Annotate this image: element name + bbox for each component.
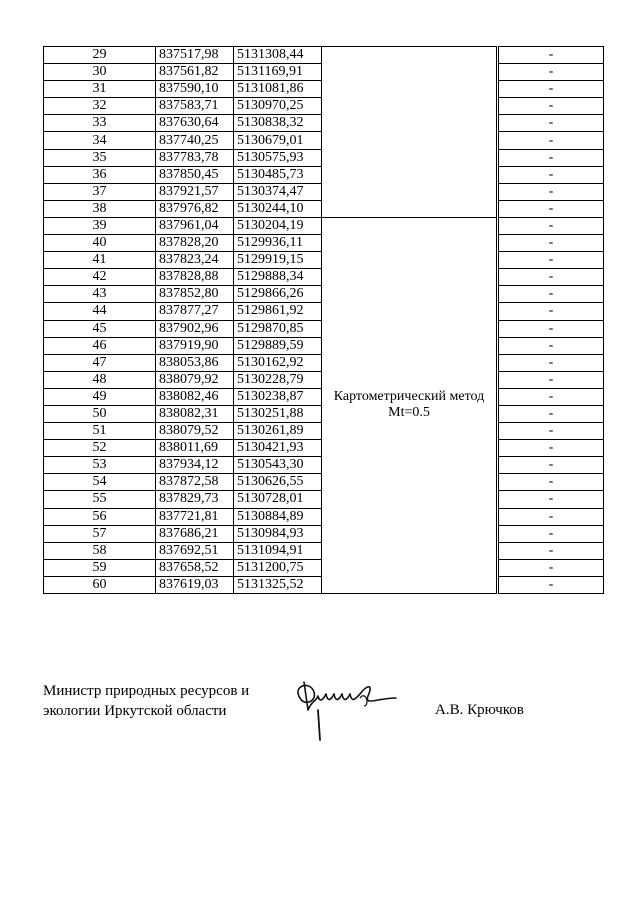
coordinates-table-body — [44, 47, 604, 594]
signatory-position — [43, 681, 249, 721]
signatory-position-line1: Министр природных ресурсов и — [43, 683, 250, 699]
note-cell: - — [499, 508, 604, 525]
note-cell: - — [499, 405, 604, 422]
point-number-cell: 40 — [44, 235, 156, 252]
x-coordinate-cell: 837919,90 — [156, 337, 234, 354]
y-coordinate-cell: 5130251,88 — [234, 405, 322, 422]
point-number-cell: 32 — [44, 98, 156, 115]
method-name: Картометрический метод — [333, 388, 485, 404]
x-coordinate-cell: 837828,20 — [156, 235, 234, 252]
table-row — [44, 47, 604, 64]
method-accuracy: Mt=0.5 — [388, 405, 430, 421]
point-number-cell: 37 — [44, 183, 156, 200]
note-cell: - — [499, 576, 604, 593]
point-number-cell: 44 — [44, 303, 156, 320]
y-coordinate-cell: 5130626,55 — [234, 474, 322, 491]
note-cell: - — [499, 200, 604, 217]
note-cell: - — [499, 354, 604, 371]
note-cell: - — [499, 371, 604, 388]
y-coordinate-cell: 5131200,75 — [234, 559, 322, 576]
x-coordinate-cell: 837921,57 — [156, 183, 234, 200]
x-coordinate-cell: 837829,73 — [156, 491, 234, 508]
y-coordinate-cell: 5131094,91 — [234, 542, 322, 559]
point-number-cell: 53 — [44, 457, 156, 474]
x-coordinate-cell: 838079,52 — [156, 423, 234, 440]
y-coordinate-cell: 5129866,26 — [234, 286, 322, 303]
y-coordinate-cell: 5130884,89 — [234, 508, 322, 525]
point-number-cell: 55 — [44, 491, 156, 508]
y-coordinate-cell: 5130261,89 — [234, 423, 322, 440]
signatory-name: А.В. Крючков — [435, 702, 524, 718]
note-cell: - — [499, 440, 604, 457]
point-number-cell: 36 — [44, 166, 156, 183]
x-coordinate-cell: 838053,86 — [156, 354, 234, 371]
y-coordinate-cell: 5130838,32 — [234, 115, 322, 132]
y-coordinate-cell: 5131325,52 — [234, 576, 322, 593]
x-coordinate-cell: 837902,96 — [156, 320, 234, 337]
y-coordinate-cell: 5130679,01 — [234, 132, 322, 149]
y-coordinate-cell: 5131169,91 — [234, 64, 322, 81]
note-cell: - — [499, 474, 604, 491]
point-number-cell: 47 — [44, 354, 156, 371]
point-number-cell: 39 — [44, 217, 156, 234]
x-coordinate-cell: 837619,03 — [156, 576, 234, 593]
y-coordinate-cell: 5130421,93 — [234, 440, 322, 457]
note-cell: - — [499, 98, 604, 115]
point-number-cell: 60 — [44, 576, 156, 593]
point-number-cell: 29 — [44, 47, 156, 64]
point-number-cell: 34 — [44, 132, 156, 149]
y-coordinate-cell: 5129936,11 — [234, 235, 322, 252]
handwritten-signature — [286, 676, 406, 746]
note-cell: - — [499, 542, 604, 559]
x-coordinate-cell: 837630,64 — [156, 115, 234, 132]
note-cell: - — [499, 525, 604, 542]
point-number-cell: 43 — [44, 286, 156, 303]
note-cell: - — [499, 149, 604, 166]
x-coordinate-cell: 838082,31 — [156, 405, 234, 422]
y-coordinate-cell: 5130575,93 — [234, 149, 322, 166]
x-coordinate-cell: 837823,24 — [156, 252, 234, 269]
note-cell: - — [499, 457, 604, 474]
x-coordinate-cell: 837828,88 — [156, 269, 234, 286]
note-cell: - — [499, 320, 604, 337]
x-coordinate-cell: 837583,71 — [156, 98, 234, 115]
x-coordinate-cell: 837852,80 — [156, 286, 234, 303]
point-number-cell: 49 — [44, 388, 156, 405]
note-cell: - — [499, 166, 604, 183]
note-cell: - — [499, 491, 604, 508]
x-coordinate-cell: 838082,46 — [156, 388, 234, 405]
x-coordinate-cell: 837877,27 — [156, 303, 234, 320]
y-coordinate-cell: 5129870,85 — [234, 320, 322, 337]
note-cell: - — [499, 132, 604, 149]
note-cell: - — [499, 217, 604, 234]
x-coordinate-cell: 837740,25 — [156, 132, 234, 149]
point-number-cell: 54 — [44, 474, 156, 491]
note-cell: - — [499, 81, 604, 98]
x-coordinate-cell: 837517,98 — [156, 47, 234, 64]
y-coordinate-cell: 5129888,34 — [234, 269, 322, 286]
point-number-cell: 46 — [44, 337, 156, 354]
point-number-cell: 38 — [44, 200, 156, 217]
point-number-cell: 33 — [44, 115, 156, 132]
x-coordinate-cell: 838079,92 — [156, 371, 234, 388]
x-coordinate-cell: 837850,45 — [156, 166, 234, 183]
note-cell: - — [499, 303, 604, 320]
signatory-position-line2: экологии Иркутской области — [43, 703, 227, 719]
point-number-cell: 56 — [44, 508, 156, 525]
x-coordinate-cell: 837783,78 — [156, 149, 234, 166]
note-cell: - — [499, 559, 604, 576]
point-number-cell: 41 — [44, 252, 156, 269]
y-coordinate-cell: 5130374,47 — [234, 183, 322, 200]
x-coordinate-cell: 837686,21 — [156, 525, 234, 542]
point-number-cell: 42 — [44, 269, 156, 286]
coordinates-table — [43, 46, 604, 594]
y-coordinate-cell: 5130543,30 — [234, 457, 322, 474]
note-cell: - — [499, 423, 604, 440]
note-cell: - — [499, 183, 604, 200]
note-cell: - — [499, 286, 604, 303]
point-number-cell: 52 — [44, 440, 156, 457]
note-cell: - — [499, 47, 604, 64]
note-cell: - — [499, 269, 604, 286]
x-coordinate-cell: 837561,82 — [156, 64, 234, 81]
method-cell-empty — [322, 47, 497, 218]
y-coordinate-cell: 5129861,92 — [234, 303, 322, 320]
x-coordinate-cell: 837590,10 — [156, 81, 234, 98]
x-coordinate-cell: 837721,81 — [156, 508, 234, 525]
point-number-cell: 30 — [44, 64, 156, 81]
x-coordinate-cell: 838011,69 — [156, 440, 234, 457]
point-number-cell: 51 — [44, 423, 156, 440]
method-cell — [322, 217, 497, 593]
y-coordinate-cell: 5130984,93 — [234, 525, 322, 542]
y-coordinate-cell: 5131308,44 — [234, 47, 322, 64]
point-number-cell: 31 — [44, 81, 156, 98]
x-coordinate-cell: 837692,51 — [156, 542, 234, 559]
y-coordinate-cell: 5131081,86 — [234, 81, 322, 98]
y-coordinate-cell: 5130162,92 — [234, 354, 322, 371]
y-coordinate-cell: 5129919,15 — [234, 252, 322, 269]
note-cell: - — [499, 64, 604, 81]
table-row — [44, 217, 604, 234]
point-number-cell: 45 — [44, 320, 156, 337]
note-cell: - — [499, 388, 604, 405]
y-coordinate-cell: 5130970,25 — [234, 98, 322, 115]
note-cell: - — [499, 252, 604, 269]
note-cell: - — [499, 115, 604, 132]
y-coordinate-cell: 5130485,73 — [234, 166, 322, 183]
point-number-cell: 35 — [44, 149, 156, 166]
note-cell: - — [499, 337, 604, 354]
x-coordinate-cell: 837658,52 — [156, 559, 234, 576]
y-coordinate-cell: 5130238,87 — [234, 388, 322, 405]
y-coordinate-cell: 5130728,01 — [234, 491, 322, 508]
point-number-cell: 48 — [44, 371, 156, 388]
y-coordinate-cell: 5129889,59 — [234, 337, 322, 354]
point-number-cell: 58 — [44, 542, 156, 559]
y-coordinate-cell: 5130228,79 — [234, 371, 322, 388]
x-coordinate-cell: 837934,12 — [156, 457, 234, 474]
point-number-cell: 50 — [44, 405, 156, 422]
x-coordinate-cell: 837872,58 — [156, 474, 234, 491]
x-coordinate-cell: 837961,04 — [156, 217, 234, 234]
y-coordinate-cell: 5130244,10 — [234, 200, 322, 217]
note-cell: - — [499, 235, 604, 252]
x-coordinate-cell: 837976,82 — [156, 200, 234, 217]
point-number-cell: 59 — [44, 559, 156, 576]
y-coordinate-cell: 5130204,19 — [234, 217, 322, 234]
point-number-cell: 57 — [44, 525, 156, 542]
